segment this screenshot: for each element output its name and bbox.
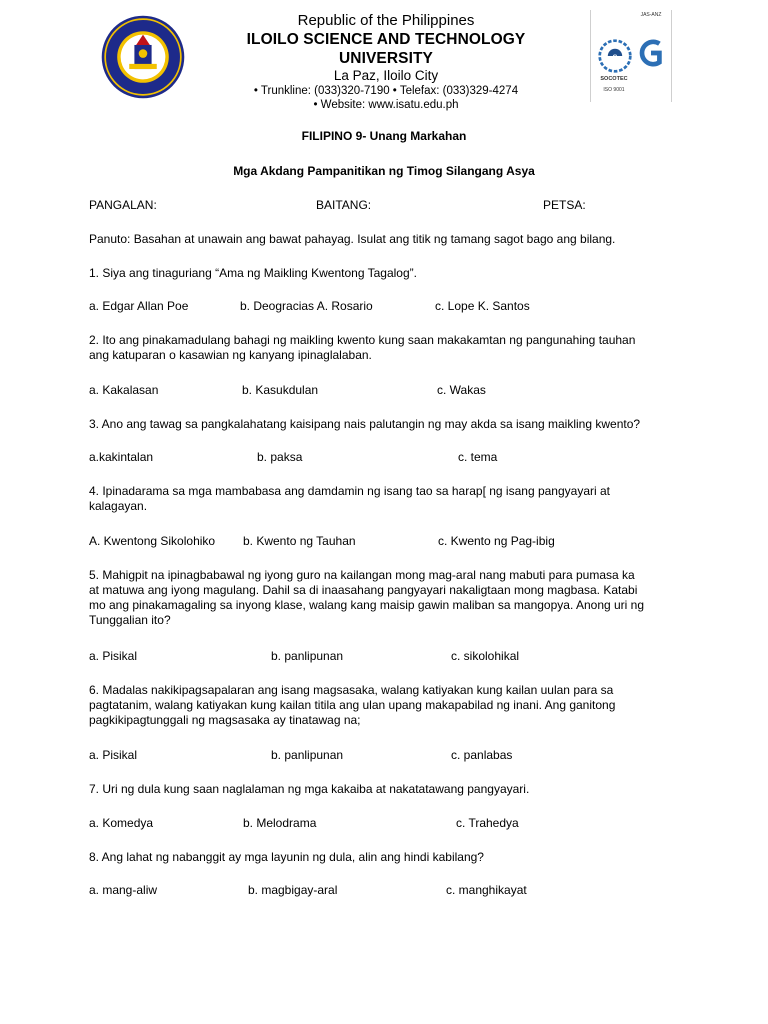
choice-a: a. Kakalasan (89, 383, 159, 397)
question-3 (89, 417, 674, 432)
question-line: 4. Ipinadarama sa mga mambabasa ang damdamin ng isang tao sa harap[ ng isang pangyayari at (89, 484, 610, 498)
question-8 (89, 850, 674, 865)
question-5 (89, 568, 674, 628)
jas-anz-label: JAS-ANZ (640, 12, 662, 18)
website-line: • Website: www.isatu.edu.ph (313, 99, 459, 111)
question-1 (89, 266, 674, 281)
question-line: mo ang pinakamagaling sa inyong klase, walang kang maisip gawin maliban sa mangopya. Anong uri ng (89, 598, 645, 612)
choice-a: a. mang-aliw (89, 883, 158, 897)
university-location: La Paz, Iloilo City (333, 68, 439, 83)
question-line: 8. Ang lahat ng nabanggit ay mga layunin ng dula, alin ang hindi kabilang? (89, 850, 484, 864)
socotec-logo-icon (597, 38, 633, 74)
choice-b: b. paksa (257, 450, 303, 464)
choice-b: b. Melodrama (243, 816, 317, 830)
svg-text:S: S (612, 52, 618, 62)
subject-title: FILIPINO 9- Unang Markahan (301, 129, 467, 143)
contact-line: • Trunkline: (033)320-7190 • Telefax: (033)329-4274 (253, 85, 519, 97)
certification-logos (590, 10, 672, 102)
question-line: 6. Madalas nakikipagsapalaran ang isang magsasaka, walang katiyakan kung kailan uulan para sa (89, 683, 614, 697)
date-field-label: PETSA: (543, 198, 586, 212)
question-line: pagkikipagtunggali ng magsasaka ay tinatawag na; (89, 713, 361, 727)
choice-a: a. Edgar Allan Poe (89, 299, 189, 313)
letterhead (0, 0, 768, 110)
choice-b: b. Deogracias A. Rosario (240, 299, 373, 313)
question-line: at matuwa ang iyong magulang. Dahil sa di inaasahang pangyayari nakaligtaan mong magbasa. Katabi (89, 583, 638, 597)
choice-a: a.kakintalan (89, 450, 154, 464)
choice-c: c. Trahedya (456, 816, 519, 830)
choice-c: c. tema (458, 450, 498, 464)
name-field-label: PANGALAN: (89, 198, 157, 212)
choice-c: c. panlabas (451, 748, 513, 762)
choice-b: b. panlipunan (271, 748, 344, 762)
republic-line: Republic of the Philippines (297, 12, 475, 29)
instructions: Panuto: Basahan at unawain ang bawat pahayag. Isulat ang titik ng tamang sagot bago ang bilang. (89, 232, 616, 246)
question-line: 5. Mahigpit na ipinagbabawal ng iyong guro na kailangan mong mag-aral nang mabuti para pumasa ka (89, 568, 635, 582)
quiz-title: Mga Akdang Pampanitikan ng Timog Silangang Asya (233, 164, 535, 178)
question-7 (89, 782, 674, 797)
question-line: ang katuparan o kasawian ng kanyang ipinaglalaban. (89, 348, 372, 362)
choice-c: c. Kwento ng Pag-ibig (438, 534, 555, 548)
choice-b: b. Kasukdulan (242, 383, 319, 397)
question-line: 1. Siya ang tinaguriang “Ama ng Maikling Kwentong Tagalog”. (89, 266, 417, 280)
question-line: Tunggalian ito? (89, 613, 171, 627)
question-4 (89, 484, 674, 514)
grade-field-label: BAITANG: (316, 198, 372, 212)
choice-b: b. panlipunan (271, 649, 344, 663)
iso-label: ISO 9001 (603, 87, 625, 93)
choice-b: b. Kwento ng Tauhan (243, 534, 356, 548)
choice-c: c. Wakas (437, 383, 486, 397)
choice-a: A. Kwentong Sikolohiko (89, 534, 216, 548)
choice-a: a. Pisikal (89, 748, 138, 762)
choice-c: c. Lope K. Santos (435, 299, 530, 313)
university-seal-icon (100, 14, 186, 100)
question-line: 3. Ano ang tawag sa pangkalahatang kaisipang nais palutangin ng may akda sa isang maikling kwento? (89, 417, 641, 431)
question-line: pagtatanim, walang katiyakan kung kailan titila ang ulan upang makapabilad ng inani. Ang ganitong (89, 698, 616, 712)
choice-c: c. manghikayat (446, 883, 527, 897)
choice-b: b. magbigay-aral (248, 883, 338, 897)
choice-a: a. Pisikal (89, 649, 138, 663)
university-name: ILOILO SCIENCE AND TECHNOLOGY UNIVERSITY (246, 31, 526, 67)
jas-anz-logo-icon (637, 38, 665, 68)
question-6 (89, 683, 674, 728)
question-2 (89, 333, 674, 363)
choice-a: a. Komedya (89, 816, 154, 830)
question-line: kalagayan. (89, 499, 148, 513)
question-line: 7. Uri ng dula kung saan naglalaman ng mga kakaiba at nakatatawang pangyayari. (89, 782, 530, 796)
socotec-label: SOCOTEC (600, 76, 628, 82)
letterhead-text (200, 12, 572, 112)
question-line: 2. Ito ang pinakamadulang bahagi ng maikling kwento kung saan makakamtan ng pangunahing tauhan (89, 333, 636, 347)
choice-c: c. sikolohikal (451, 649, 520, 663)
